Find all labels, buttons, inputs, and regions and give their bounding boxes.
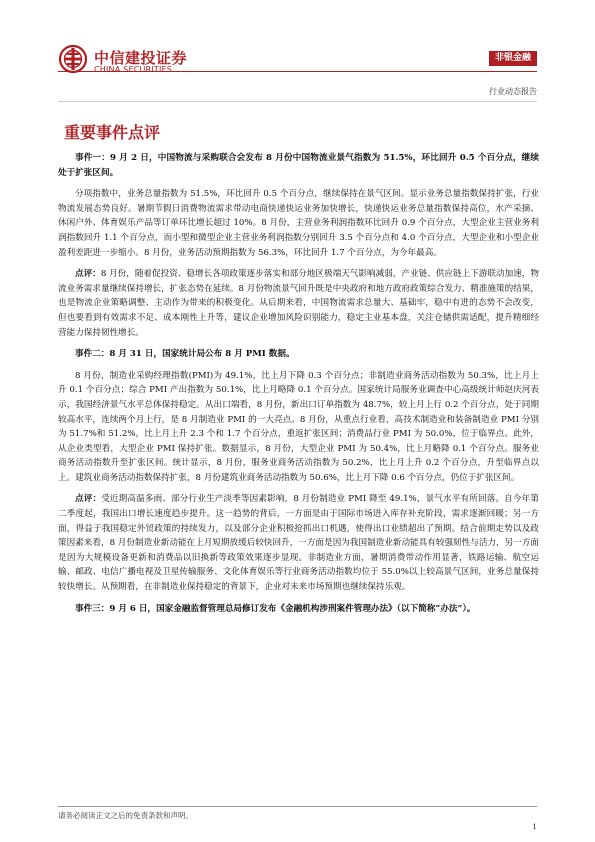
event-one-heading: 事件一：9 月 2 日，中国物流与采购联合会发布 8 月份中国物流业景气指数为 51.5%，环比回升 0.5 个百分点，继续处于扩张区间。 [58,153,539,178]
body-content [58,151,539,623]
footer-divider [58,806,537,807]
event-three-heading: 事件三：9 月 6 日，国家金融监督管理总局修订发布《金融机构涉刑案件管理办法》（以下简称“办法”）。 [75,603,476,614]
event-one-comment: 点评：8 月份，随着促投资、稳增长各项政策逐步落实和部分地区极端天气影响减弱，产业链、供应链上下游联动加速，物流业务需求量继续保持增长，扩张态势在延续。8 月份物流景气回升既是中央政府和地方政府政策综合发力、精准施策的结果，也是物流企业策略调整、主动作为带来的积极变化。从后期来看，中国物流需求总量大、基础牢，稳中有进的态势不会改变，但也要看到有效需求不足、成本刚性上升等，建议企业增加风险识别能力，稳定主业基本盘，关注仓储供需适配，提升精细经营能力保持韧性增长。 [58,269,539,338]
logo-mark-icon [58,44,88,74]
footer-disclaimer: 请务必阅读正文之后的免责条款和声明。 [58,811,193,820]
subheader-divider [58,101,537,102]
event-two-heading: 事件二：8 月 31 日，国家统计局公布 8 月 PMI 数据。 [75,349,295,360]
page-number: 1 [532,822,537,831]
event-two-detail: 8 月份，制造业采购经理指数(PMI)为 49.1%，比上月下降 0.3 个百分点；非制造业商务活动指数为 50.3%，比上月上升 0.1 个百分点；综合 PMI 产出指数为 50.1%，比上月略降 0.1 个百分点。国家统计局服务业调查中心高级统计师赵庆河表示，我国经济景气水平总体保持稳定。从出口端看，8 月份，新出口订单指数为 48.7%，较上月上行 0.2 个百分点，处于同期较高水平，连续两个月上行，是 8 月制造业 PMI 的一大亮点。8 月份，从重点行业看，高技术制造业和装备制造业 PMI 分别为 51.7%和 51.2%，比上月上升 2.3 个和 1.7 个百分点，重返扩张区间；消费品行业 PMI 为 50.0%，位于临界点。此外，从企业类型看，大型企业 PMI 保持扩张。数据显示，8 月份，大型企业 PMI 为 50.4%，比上月略降 0.1 个百分点。服务业商务活动指数升至扩张区间。统计显示，8 月份，服务业商务活动指数为 50.2%，比上月上升 0.2 个百分点，升至临界点以上。建筑业商务活动指数保持扩张，8 月份建筑业商务活动指数为 50.6%，比上月下降 0.6 个百分点，仍位于扩张区间。 [58,370,539,483]
header-divider [58,71,537,72]
event-one-detail: 分项指数中，业务总量指数为 51.5%，环比回升 0.5 个百分点，继续保持在景气区间。显示业务总量指数保持扩张，行业物流发展态势良好。暑期节假日消费物流需求带动电商快递快运业务加快增长，快递快运业务总量指数保持高位，水产采摘、休闲户外、体育娱乐产品等订单环比增长超过 10%。8 月份，主营业务利润指数环比回升 0.9 个百分点，大型企业主营业务利润指数回升 1.1 个百分点，而小型和微型企业主营业务利润指数分别回升 3.5 个百分点和 4.0 个百分点，大型企业和小型企业盈利差距进一步缩小。8 月份，业务活动预期指数为 56.3%，环比回升 1.7 个百分点，为今年最高。 [58,189,539,258]
section-title: 重要事件点评 [64,123,161,142]
brand-logo [58,44,198,84]
event-two-comment: 点评：受近期高温多雨、部分行业生产淡季等因素影响，8 月份制造业 PMI 降至 49.1%，景气水平有所回落。自今年第二季度起，我国出口增长速度趋步提升。这一趋势的背后，一方面是由于国际市场进入库存补充阶段，需求逐渐回暖；另一方面，得益于我国稳定外贸政策的持续发力，以及部分企业积极抢抓出口机遇，使得出口业绩超出了预期。结合前期走势以及政策因素来看，8 月份制造业新动能在上月短期放缓后较快回升，一方面是因为我国制造业新动能具有较强韧性与活力，另一方面是因为大规模设备更新和消费品以旧换新等政策效果逐步显现。非制造业方面，暑期消费带动作用显著，铁路运输、航空运输、邮政、电信广播电视及卫星传输服务、文化体育娱乐等行业商务活动指数均位于 55.0%以上较高景气区间，业务总量保持较快增长。从预期看，在非制造业保持稳定的背景下，企业对未来市场预期也继续保持乐观。 [58,494,539,593]
logo-chinese-name: 中信建投证券 [94,49,188,67]
logo-english-name: CHINA SECURITIES [94,65,173,74]
category-tag: 非银金融 [489,51,537,66]
report-type: 行业动态报告 [489,87,537,96]
